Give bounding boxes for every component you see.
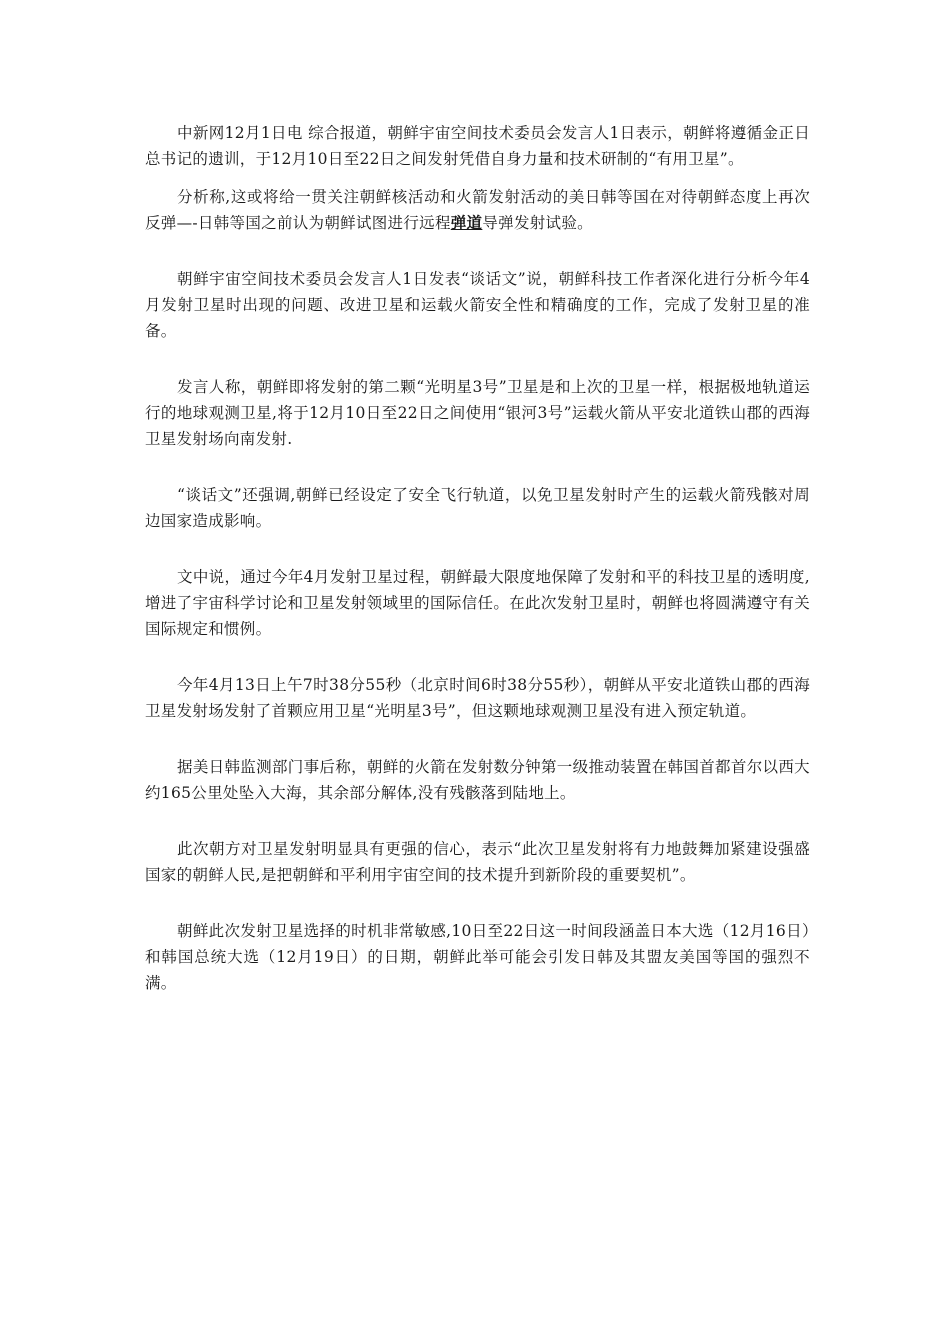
ballistic-keyword-link[interactable]: 弹道 <box>450 213 483 232</box>
paragraph-2-text-before: 分析称,这或将给一贯关注朝鲜核活动和火箭发射活动的美日韩等国在对待朝鲜态度上再次反弹—-日韩等国之前认为朝鲜试图进行远程 <box>145 188 810 232</box>
paragraph-5: “谈话文”还强调,朝鲜已经设定了安全飞行轨道，以免卫星发射时产生的运载火箭残骸对周边国家造成影响。 <box>145 486 810 530</box>
paragraph-8: 据美日韩监测部门事后称，朝鲜的火箭在发射数分钟第一级推动装置在韩国首都首尔以西大约165公里处坠入大海，其余部分解体,没有残骸落到陆地上。 <box>145 758 810 802</box>
paragraph-2-text-after: 导弹发射试验。 <box>482 214 593 232</box>
paragraph-1: 中新网12月1日电 综合报道，朝鲜宇宙空间技术委员会发言人1日表示，朝鲜将遵循金正日总书记的遗训，于12月10日至22日之间发射凭借自身力量和技术研制的“有用卫星”。 <box>145 124 810 168</box>
paragraph-4: 发言人称，朝鲜即将发射的第二颗“光明星3号”卫星是和上次的卫星一样，根据极地轨道运行的地球观测卫星,将于12月10日至22日之间使用“银河3号”运载火箭从平安北道铁山郡的西海卫星发射场向南发射. <box>145 378 810 448</box>
paragraph-6: 文中说，通过今年4月发射卫星过程，朝鲜最大限度地保障了发射和平的科技卫星的透明度,增进了宇宙科学讨论和卫星发射领域里的国际信任。在此次发射卫星时，朝鲜也将圆满遵守有关国际规定和惯例。 <box>145 568 810 638</box>
paragraph-9: 此次朝方对卫星发射明显具有更强的信心，表示“此次卫星发射将有力地鼓舞加紧建设强盛国家的朝鲜人民,是把朝鲜和平利用宇宙空间的技术提升到新阶段的重要契机”。 <box>145 840 810 884</box>
paragraph-7: 今年4月13日上午7时38分55秒（北京时间6时38分55秒），朝鲜从平安北道铁山郡的西海卫星发射场发射了首颗应用卫星“光明星3号”，但这颗地球观测卫星没有进入预定轨道。 <box>145 676 810 720</box>
article-body <box>145 120 810 996</box>
paragraph-2 <box>145 184 810 236</box>
paragraph-10: 朝鲜此次发射卫星选择的时机非常敏感,10日至22日这一时间段涵盖日本大选（12月16日）和韩国总统大选（12月19日）的日期，朝鲜此举可能会引发日韩及其盟友美国等国的强烈不满。 <box>145 922 810 992</box>
paragraph-3: 朝鲜宇宙空间技术委员会发言人1日发表“谈话文”说，朝鲜科技工作者深化进行分析今年4月发射卫星时出现的问题、改进卫星和运载火箭安全性和精确度的工作，完成了发射卫星的准备。 <box>145 270 810 340</box>
